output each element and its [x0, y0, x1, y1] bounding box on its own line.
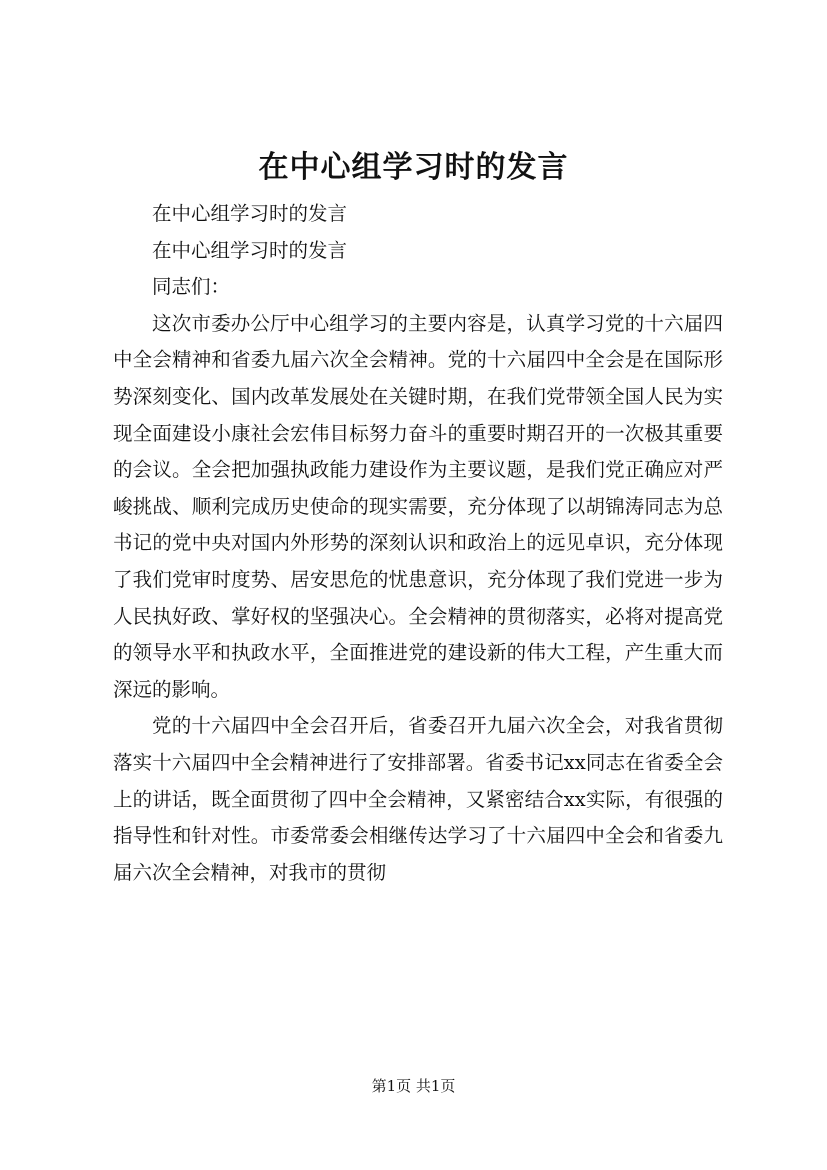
document-title: 在中心组学习时的发言: [258, 150, 569, 185]
paragraph-2: 党的十六届四中全会召开后，省委召开九届六次全会，对我省贯彻落实十六届四中全会精神进行了安排部署。省委书记xx同志在省委全会上的讲话，既全面贯彻了四中全会精神，又紧密结合xx实际，有很强的指导性和针对性。市委常委会相继传达学习了十六届四中全会和省委九届六次全会精神，对我市的贯彻: [113, 714, 723, 884]
subtitle-line-1: 在中心组学习时的发言: [152, 202, 348, 225]
paragraph-1: 这次市委办公厅中心组学习的主要内容是，认真学习党的十六届四中全会精神和省委九届六次全会精神。党的十六届四中全会是在国际形势深刻变化、国内改革发展处在关键时期，在我们党带领全国人民为实现全面建设小康社会宏伟目标努力奋斗的重要时期召开的一次极其重要的会议。全会把加强执政能力建设作为主要议题，是我们党正确应对严峻挑战、顺利完成历史使命的现实需要，充分体现了以胡锦涛同志为总书记的党中央对国内外形势的深刻认识和政治上的远见卓识，充分体现了我们党审时度势、居安思危的忧患意识，充分体现了我们党进一步为人民执好政、掌好权的坚强决心。全会精神的贯彻落实，必将对提高党的领导水平和执政水平，全面推进党的建设新的伟大工程，产生重大而深远的影响。: [113, 311, 723, 701]
document-body: [113, 196, 723, 891]
salutation: 同志们：: [152, 275, 231, 299]
subtitle-line-2: 在中心组学习时的发言: [152, 238, 348, 262]
page-footer: 第1页 共1页: [371, 1077, 456, 1095]
